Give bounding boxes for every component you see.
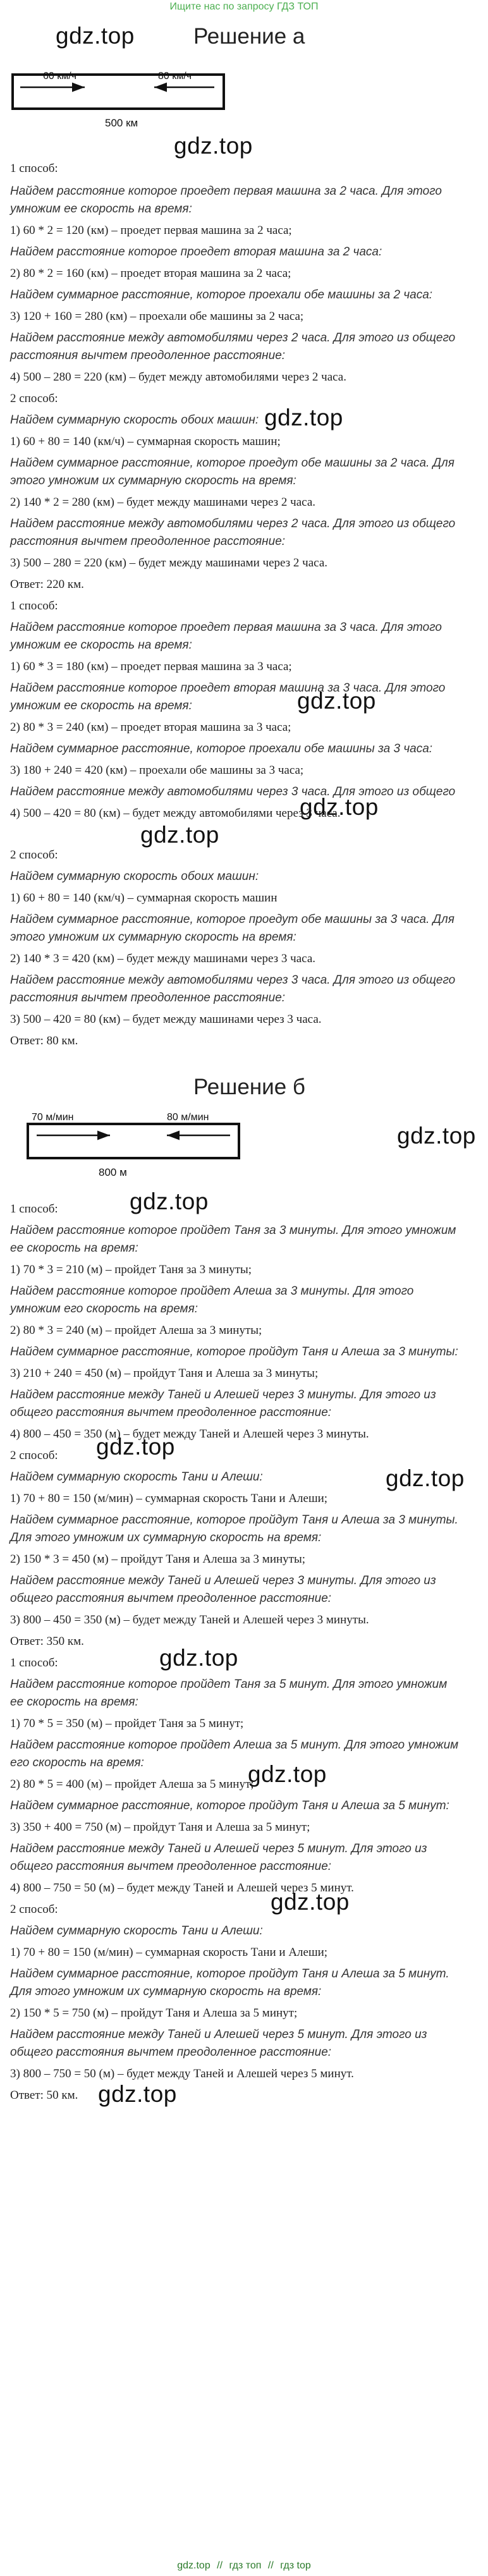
text-line: 1) 60 * 2 = 120 (км) – проедет первая машина за 2 часа; <box>10 224 292 237</box>
text-line: общего расстояния вычтем преодоленное расстояние: <box>10 1860 332 1873</box>
text-line: его скорость на время: <box>10 1756 144 1769</box>
text-line: 3) 800 – 450 = 350 (м) – будет между Таней и Алешей через 3 минуты. <box>10 1613 369 1627</box>
watermark: gdz.top <box>297 688 376 714</box>
text-line: 4) 500 – 280 = 220 (км) – будет между автомобилями через 2 часа. <box>10 370 346 384</box>
diagram-b-right-speed: 80 м/мин <box>167 1112 209 1123</box>
text-line: 2) 80 * 5 = 400 (м) – пройдет Алеша за 5 минут; <box>10 1778 254 1791</box>
text-line: Найдем суммарное расстояние, которое пройдут Таня и Алеша за 5 минут: <box>10 1799 449 1812</box>
footer-links <box>0 2560 488 2572</box>
diagram-a-left-speed: 60 км/ч <box>43 71 77 82</box>
text-line: 2) 140 * 2 = 280 (км) – будет между машинами через 2 часа. <box>10 496 316 509</box>
text-line: Найдем расстояние между автомобилями через 3 часа. Для этого из общего <box>10 785 456 798</box>
watermark: gdz.top <box>159 1645 238 1671</box>
text-line: ее скорость на время: <box>10 1242 138 1255</box>
text-line: 2 способ: <box>10 1903 58 1916</box>
text-line: Найдем суммарное расстояние, которое проедут обе машины за 2 часа. Для <box>10 456 454 470</box>
text-line: Найдем расстояние между Таней и Алешей через 5 минут. Для этого из <box>10 1842 427 1855</box>
text-line: расстояния вычтем преодоленное расстояние: <box>10 349 286 362</box>
text-line: умножим ее скорость на время: <box>10 202 192 216</box>
diagram-b-distance: 800 м <box>99 1166 127 1178</box>
text-line: Найдем расстояние которое пройдет Алеша за 3 минуты. Для этого <box>10 1285 414 1298</box>
text-line: Найдем расстояние между автомобилями через 2 часа. Для этого из общего <box>10 331 456 345</box>
footer-link-3[interactable]: гдз top <box>280 2560 311 2571</box>
text-line: Найдем суммарную скорость обоих машин: <box>10 413 259 427</box>
watermark: gdz.top <box>386 1465 465 1491</box>
text-line: Найдем расстояние которое проедет первая машина за 2 часа. Для этого <box>10 185 442 198</box>
text-line: этого умножим их суммарную скорость на время: <box>10 474 296 487</box>
watermark: gdz.top <box>174 133 253 159</box>
diagram-b <box>9 1106 243 1182</box>
text-line: Найдем суммарную скорость обоих машин: <box>10 870 259 883</box>
text-line: Найдем расстояние между автомобилями через 2 часа. Для этого из общего <box>10 517 456 530</box>
footer-separator: // <box>267 2560 274 2571</box>
footer-link-1[interactable]: gdz.top <box>177 2560 210 2571</box>
diagram-a <box>9 56 230 131</box>
text-line: ее скорость на время: <box>10 1695 138 1709</box>
text-line: Ответ: 220 км. <box>10 578 84 591</box>
text-line: Найдем расстояние между Таней и Алешей через 3 минуты. Для этого из <box>10 1574 436 1587</box>
text-line: 3) 350 + 400 = 750 (м) – пройдут Таня и Алеша за 5 минут; <box>10 1821 310 1834</box>
watermark: gdz.top <box>96 1434 175 1460</box>
text-line: Найдем расстояние которое пройдет Таня за 5 минут. Для этого умножим <box>10 1678 448 1691</box>
text-line: умножим ее скорость на время: <box>10 638 192 652</box>
text-line: Найдем суммарную скорость Тани и Алеши: <box>10 1924 263 1938</box>
text-line: 2) 80 * 2 = 160 (км) – проедет вторая машина за 2 часа; <box>10 267 291 280</box>
text-line: 2 способ: <box>10 848 58 862</box>
text-line: этого умножим их суммарную скорость на время: <box>10 931 296 944</box>
diagram-a-distance: 500 км <box>105 117 138 129</box>
text-line: Найдем суммарное расстояние, которое пройдут Таня и Алеша за 3 минуты: <box>10 1345 458 1358</box>
text-line: 2) 80 * 3 = 240 (км) – проедет вторая машина за 3 часа; <box>10 721 291 734</box>
text-line: 1) 70 + 80 = 150 (м/мин) – суммарная скорость Тани и Алеши; <box>10 1492 328 1505</box>
text-line: 2) 150 * 5 = 750 (м) – пройдут Таня и Алеша за 5 минут; <box>10 2006 298 2020</box>
section-b-title: Решение б <box>193 1075 305 1099</box>
watermark: gdz.top <box>130 1188 209 1214</box>
text-line: расстояния вычтем преодоленное расстояние: <box>10 991 286 1004</box>
text-line: расстояния вычтем преодоленное расстояние: <box>10 535 286 548</box>
text-line: 1 способ: <box>10 599 58 613</box>
watermark: gdz.top <box>300 794 379 820</box>
text-line: 3) 180 + 240 = 420 (км) – проехали обе машины за 3 часа; <box>10 764 304 777</box>
text-line: 2) 150 * 3 = 450 (м) – пройдут Таня и Алеша за 3 минуты; <box>10 1553 306 1566</box>
text-line: 1 способ: <box>10 1656 58 1670</box>
text-line: 2 способ: <box>10 1449 58 1462</box>
text-line: 3) 500 – 420 = 80 (км) – будет между машинами через 3 часа. <box>10 1013 322 1026</box>
text-line: Найдем расстояние которое проедет вторая машина за 3 часа. Для этого <box>10 681 446 695</box>
text-line: 2) 80 * 3 = 240 (м) – пройдет Алеша за 3 минуты; <box>10 1324 262 1337</box>
text-line: общего расстояния вычтем преодоленное расстояние: <box>10 2046 332 2059</box>
text-line: Найдем суммарное расстояние, которое пройдут Таня и Алеша за 5 минут. <box>10 1967 449 1981</box>
text-line: Найдем расстояние которое проедет вторая машина за 2 часа: <box>10 245 382 259</box>
text-line: умножим его скорость на время: <box>10 1302 198 1315</box>
footer-link-2[interactable]: гдз топ <box>229 2560 262 2571</box>
text-line: Найдем расстояние которое пройдет Алеша за 5 минут. Для этого умножим <box>10 1738 459 1752</box>
footer-separator: // <box>217 2560 223 2571</box>
text-line: Найдем расстояние между автомобилями через 3 часа. Для этого из общего <box>10 974 456 987</box>
watermark: gdz.top <box>271 1889 350 1915</box>
text-line: 3) 120 + 160 = 280 (км) – проехали обе машины за 2 часа; <box>10 310 304 323</box>
diagram-a-right-speed: 80 км/ч <box>158 71 192 82</box>
road-rect <box>28 1124 239 1158</box>
text-line: 1) 60 + 80 = 140 (км/ч) – суммарная скорость машин; <box>10 435 281 448</box>
watermark: gdz.top <box>248 1761 327 1787</box>
text-line: общего расстояния вычтем преодоленное расстояние: <box>10 1406 332 1419</box>
text-line: Найдем суммарную скорость Тани и Алеши: <box>10 1470 263 1484</box>
text-line: Ответ: 80 км. <box>10 1034 78 1047</box>
diagram-b-left-speed: 70 м/мин <box>32 1112 74 1123</box>
text-line: 3) 500 – 280 = 220 (км) – будет между машинами через 2 часа. <box>10 556 328 570</box>
text-line: 3) 800 – 750 = 50 (м) – будет между Таней и Алешей через 5 минут. <box>10 2067 354 2080</box>
text-line: 1) 60 * 3 = 180 (км) – проедет первая машина за 3 часа; <box>10 660 292 673</box>
text-line: 1) 70 * 3 = 210 (м) – пройдет Таня за 3 минуты; <box>10 1263 252 1276</box>
watermark: gdz.top <box>98 2081 177 2107</box>
text-line: Найдем суммарное расстояние, которое пройдут Таня и Алеша за 3 минуты. <box>10 1513 458 1527</box>
text-line: общего расстояния вычтем преодоленное расстояние: <box>10 1592 332 1605</box>
section-a-title: Решение а <box>193 24 305 49</box>
watermark: gdz.top <box>397 1123 476 1149</box>
text-line: 2 способ: <box>10 392 58 405</box>
text-line: Для этого умножим их суммарную скорость на время: <box>10 1985 322 1998</box>
text-line: Найдем расстояние которое проедет первая машина за 3 часа. Для этого <box>10 621 442 634</box>
text-line: Найдем расстояние которое пройдет Таня за 3 минуты. Для этого умножим <box>10 1224 456 1237</box>
text-line: Для этого умножим их суммарную скорость на время: <box>10 1531 322 1544</box>
text-line: 3) 210 + 240 = 450 (м) – пройдут Таня и Алеша за 3 минуты; <box>10 1367 319 1380</box>
watermark: gdz.top <box>140 822 219 848</box>
text-line: Ответ: 350 км. <box>10 1635 84 1648</box>
text-line: 4) 800 – 750 = 50 (м) – будет между Таней и Алешей через 5 минут. <box>10 1881 354 1895</box>
text-line: Найдем суммарное расстояние, которое проедут обе машины за 3 часа. Для <box>10 913 454 926</box>
text-line: Найдем суммарное расстояние, которое проехали обе машины за 3 часа: <box>10 742 433 755</box>
text-line: 1) 60 + 80 = 140 (км/ч) – суммарная скорость машин <box>10 891 278 905</box>
top-banner: Ищите нас по запросу ГДЗ ТОП <box>169 1 319 12</box>
text-line: Найдем суммарное расстояние, которое проехали обе машины за 2 часа: <box>10 288 433 302</box>
text-line: 1) 70 * 5 = 350 (м) – пройдет Таня за 5 минут; <box>10 1717 244 1730</box>
watermark: gdz.top <box>264 405 343 430</box>
text-line: Найдем расстояние между Таней и Алешей через 3 минуты. Для этого из <box>10 1388 436 1401</box>
watermark: gdz.top <box>56 23 135 49</box>
text-line: 2) 140 * 3 = 420 (км) – будет между машинами через 3 часа. <box>10 952 316 965</box>
text-line: 1 способ: <box>10 1202 58 1216</box>
text-line: умножим ее скорость на время: <box>10 699 192 712</box>
text-line: 1 способ: <box>10 162 58 175</box>
text-line: 4) 800 – 450 = 350 (м) – будет между Таней и Алешей через 3 минуты. <box>10 1427 369 1441</box>
text-line: Ответ: 50 км. <box>10 2089 78 2102</box>
text-line: 1) 70 + 80 = 150 (м/мин) – суммарная скорость Тани и Алеши; <box>10 1946 328 1959</box>
text-line: Найдем расстояние между Таней и Алешей через 5 минут. Для этого из <box>10 2028 427 2041</box>
text-line: 4) 500 – 420 = 80 (км) – будет между автомобилями через 3 часа. <box>10 807 341 820</box>
